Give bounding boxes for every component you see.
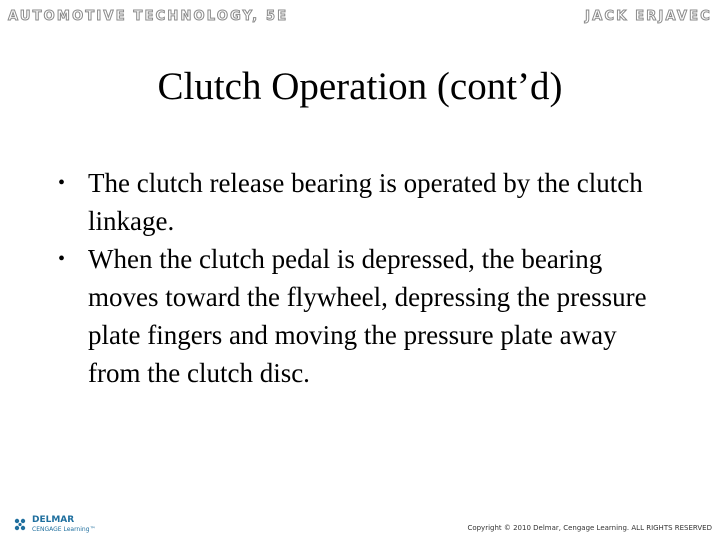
publisher-logo bbox=[12, 516, 96, 534]
bullet-dot-icon: • bbox=[58, 172, 66, 194]
header-book-title: AUTOMOTIVE TECHNOLOGY, 5E bbox=[8, 8, 289, 24]
slide-title: Clutch Operation (cont’d) bbox=[157, 65, 563, 108]
delmar-logo-icon bbox=[12, 517, 28, 533]
bullet-item bbox=[58, 164, 658, 240]
logo-text bbox=[32, 516, 96, 534]
header-author: JACK ERJAVEC bbox=[585, 8, 712, 24]
logo-subtitle: CENGAGE Learning™ bbox=[32, 526, 96, 533]
bullet-text: The clutch release bearing is operated by the clutch linkage. bbox=[88, 168, 643, 236]
bullet-dot-icon: • bbox=[58, 248, 66, 270]
top-header bbox=[8, 6, 712, 26]
logo-brand: DELMAR bbox=[32, 515, 75, 525]
bullet-text: When the clutch pedal is depressed, the bearing moves toward the flywheel, depressing the pressure plate fingers and moving the pressure plate away from the clutch disc. bbox=[88, 244, 647, 388]
copyright-notice: Copyright © 2010 Delmar, Cengage Learning. ALL RIGHTS RESERVED bbox=[467, 524, 712, 532]
bullet-item bbox=[58, 240, 658, 392]
bullet-list bbox=[58, 164, 658, 392]
